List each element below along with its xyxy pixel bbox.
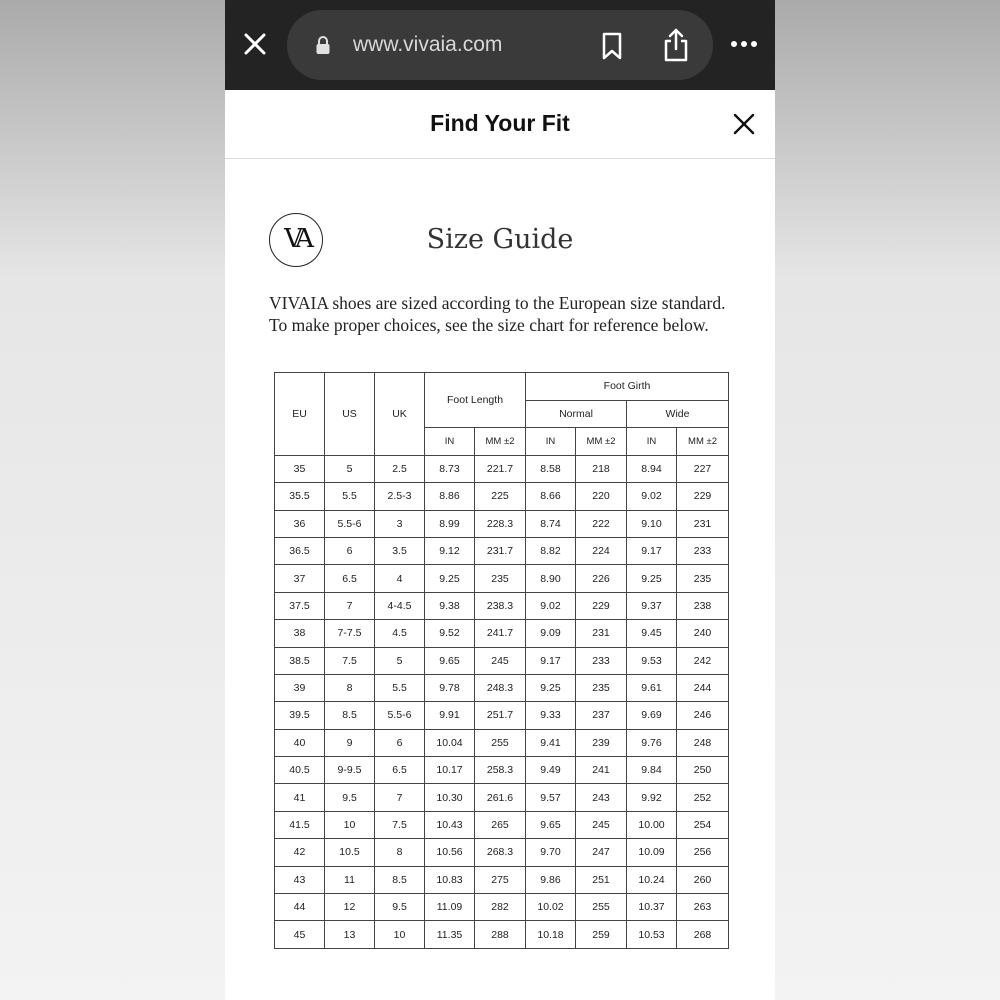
header-mm: MM ±2: [475, 428, 526, 456]
uk-size-cell: 7.5: [375, 811, 425, 838]
uk-size-cell: 6: [375, 729, 425, 756]
table-row: [275, 811, 729, 838]
foot-length-in-cell: 9.78: [425, 674, 475, 701]
wide-girth-mm-cell: 238: [677, 592, 729, 619]
header-in: IN: [627, 428, 677, 456]
wide-girth-mm-cell: 254: [677, 811, 729, 838]
eu-size-cell: 40.5: [275, 757, 325, 784]
table-row: [275, 510, 729, 537]
normal-girth-in-cell: 10.18: [526, 921, 576, 948]
phone-screen: [225, 0, 775, 1000]
wide-girth-in-cell: 9.76: [627, 729, 677, 756]
foot-length-mm-cell: 225: [475, 483, 526, 510]
wide-girth-in-cell: 9.17: [627, 537, 677, 564]
uk-size-cell: 7: [375, 784, 425, 811]
wide-girth-mm-cell: 260: [677, 866, 729, 893]
normal-girth-mm-cell: 247: [576, 839, 627, 866]
wide-girth-in-cell: 10.53: [627, 921, 677, 948]
foot-length-mm-cell: 258.3: [475, 757, 526, 784]
wide-girth-mm-cell: 244: [677, 674, 729, 701]
foot-length-mm-cell: 238.3: [475, 592, 526, 619]
table-row: [275, 784, 729, 811]
table-row: [275, 592, 729, 619]
foot-length-in-cell: 10.43: [425, 811, 475, 838]
wide-girth-in-cell: 9.37: [627, 592, 677, 619]
eu-size-cell: 35: [275, 455, 325, 482]
foot-length-mm-cell: 228.3: [475, 510, 526, 537]
wide-girth-mm-cell: 233: [677, 537, 729, 564]
header-foot-girth: Foot Girth: [526, 373, 729, 401]
uk-size-cell: 2.5-3: [375, 483, 425, 510]
header-in: IN: [425, 428, 475, 456]
foot-length-mm-cell: 245: [475, 647, 526, 674]
table-row: [275, 757, 729, 784]
wide-girth-in-cell: 9.02: [627, 483, 677, 510]
normal-girth-in-cell: 10.02: [526, 894, 576, 921]
eu-size-cell: 39: [275, 674, 325, 701]
foot-length-in-cell: 8.73: [425, 455, 475, 482]
uk-size-cell: 5.5: [375, 674, 425, 701]
foot-length-in-cell: 11.35: [425, 921, 475, 948]
close-icon[interactable]: [733, 113, 755, 135]
normal-girth-in-cell: 9.57: [526, 784, 576, 811]
size-chart-body: [275, 455, 729, 948]
wide-girth-mm-cell: 227: [677, 455, 729, 482]
foot-length-in-cell: 8.99: [425, 510, 475, 537]
wide-girth-mm-cell: 268: [677, 921, 729, 948]
eu-size-cell: 41.5: [275, 811, 325, 838]
foot-length-in-cell: 9.38: [425, 592, 475, 619]
wide-girth-mm-cell: 231: [677, 510, 729, 537]
foot-length-in-cell: 11.09: [425, 894, 475, 921]
eu-size-cell: 38: [275, 620, 325, 647]
uk-size-cell: 8.5: [375, 866, 425, 893]
table-row: [275, 565, 729, 592]
us-size-cell: 9.5: [325, 784, 375, 811]
foot-length-in-cell: 10.83: [425, 866, 475, 893]
foot-length-in-cell: 9.52: [425, 620, 475, 647]
eu-size-cell: 40: [275, 729, 325, 756]
browser-toolbar: [225, 0, 775, 90]
wide-girth-in-cell: 10.00: [627, 811, 677, 838]
header-in: IN: [526, 428, 576, 456]
foot-length-in-cell: 10.04: [425, 729, 475, 756]
intro-line: To make proper choices, see the size chart for reference below.: [269, 315, 709, 335]
us-size-cell: 13: [325, 921, 375, 948]
foot-length-mm-cell: 275: [475, 866, 526, 893]
foot-length-mm-cell: 221.7: [475, 455, 526, 482]
header-us: US: [325, 373, 375, 456]
eu-size-cell: 45: [275, 921, 325, 948]
normal-girth-in-cell: 9.25: [526, 674, 576, 701]
table-row: [275, 702, 729, 729]
normal-girth-mm-cell: 233: [576, 647, 627, 674]
intro-line: VIVAIA shoes are sized according to the European size standard.: [269, 293, 726, 313]
eu-size-cell: 36.5: [275, 537, 325, 564]
table-row: [275, 455, 729, 482]
normal-girth-mm-cell: 241: [576, 757, 627, 784]
eu-size-cell: 37.5: [275, 592, 325, 619]
wide-girth-mm-cell: 242: [677, 647, 729, 674]
header-foot-length: Foot Length: [425, 373, 526, 428]
us-size-cell: 8.5: [325, 702, 375, 729]
normal-girth-in-cell: 9.86: [526, 866, 576, 893]
us-size-cell: 7: [325, 592, 375, 619]
size-guide-title: Size Guide: [426, 224, 574, 255]
brand-logo: VA: [269, 213, 323, 267]
eu-size-cell: 39.5: [275, 702, 325, 729]
uk-size-cell: 10: [375, 921, 425, 948]
foot-length-mm-cell: 265: [475, 811, 526, 838]
wide-girth-mm-cell: 263: [677, 894, 729, 921]
normal-girth-in-cell: 9.70: [526, 839, 576, 866]
normal-girth-in-cell: 8.58: [526, 455, 576, 482]
us-size-cell: 10: [325, 811, 375, 838]
foot-length-mm-cell: 282: [475, 894, 526, 921]
us-size-cell: 7-7.5: [325, 620, 375, 647]
us-size-cell: 11: [325, 866, 375, 893]
eu-size-cell: 44: [275, 894, 325, 921]
foot-length-mm-cell: 255: [475, 729, 526, 756]
uk-size-cell: 4: [375, 565, 425, 592]
foot-length-mm-cell: 231.7: [475, 537, 526, 564]
foot-length-in-cell: 10.56: [425, 839, 475, 866]
normal-girth-mm-cell: 231: [576, 620, 627, 647]
normal-girth-in-cell: 9.65: [526, 811, 576, 838]
header-normal: Normal: [526, 400, 627, 428]
size-chart-table: [274, 372, 729, 949]
table-row: [275, 729, 729, 756]
normal-girth-in-cell: 9.09: [526, 620, 576, 647]
uk-size-cell: 6.5: [375, 757, 425, 784]
close-icon[interactable]: [242, 31, 268, 57]
normal-girth-mm-cell: 245: [576, 811, 627, 838]
wide-girth-in-cell: 9.84: [627, 757, 677, 784]
normal-girth-mm-cell: 237: [576, 702, 627, 729]
uk-size-cell: 2.5: [375, 455, 425, 482]
wide-girth-mm-cell: 252: [677, 784, 729, 811]
modal-header: [225, 90, 775, 159]
normal-girth-mm-cell: 222: [576, 510, 627, 537]
foot-length-mm-cell: 235: [475, 565, 526, 592]
uk-size-cell: 4.5: [375, 620, 425, 647]
foot-length-mm-cell: 248.3: [475, 674, 526, 701]
more-icon[interactable]: [730, 36, 758, 52]
foot-length-in-cell: 10.17: [425, 757, 475, 784]
uk-size-cell: 5.5-6: [375, 702, 425, 729]
size-guide-intro: [269, 292, 749, 336]
us-size-cell: 5: [325, 455, 375, 482]
normal-girth-in-cell: 9.17: [526, 647, 576, 674]
header-uk: UK: [375, 373, 425, 456]
eu-size-cell: 38.5: [275, 647, 325, 674]
eu-size-cell: 37: [275, 565, 325, 592]
eu-size-cell: 36: [275, 510, 325, 537]
foot-length-in-cell: 8.86: [425, 483, 475, 510]
foot-length-in-cell: 9.65: [425, 647, 475, 674]
table-row: [275, 647, 729, 674]
wide-girth-in-cell: 9.10: [627, 510, 677, 537]
wide-girth-in-cell: 9.53: [627, 647, 677, 674]
normal-girth-in-cell: 9.33: [526, 702, 576, 729]
table-row: [275, 483, 729, 510]
us-size-cell: 6: [325, 537, 375, 564]
normal-girth-mm-cell: 224: [576, 537, 627, 564]
uk-size-cell: 4-4.5: [375, 592, 425, 619]
uk-size-cell: 3.5: [375, 537, 425, 564]
wide-girth-in-cell: 9.61: [627, 674, 677, 701]
normal-girth-in-cell: 9.41: [526, 729, 576, 756]
wide-girth-in-cell: 9.25: [627, 565, 677, 592]
wide-girth-mm-cell: 229: [677, 483, 729, 510]
eu-size-cell: 43: [275, 866, 325, 893]
eu-size-cell: 41: [275, 784, 325, 811]
foot-length-in-cell: 9.12: [425, 537, 475, 564]
normal-girth-in-cell: 8.82: [526, 537, 576, 564]
normal-girth-in-cell: 8.66: [526, 483, 576, 510]
normal-girth-mm-cell: 229: [576, 592, 627, 619]
foot-length-mm-cell: 268.3: [475, 839, 526, 866]
modal-title: Find Your Fit: [430, 110, 570, 136]
foot-length-in-cell: 9.25: [425, 565, 475, 592]
lock-icon: [315, 35, 331, 55]
us-size-cell: 12: [325, 894, 375, 921]
us-size-cell: 7.5: [325, 647, 375, 674]
us-size-cell: 9: [325, 729, 375, 756]
foot-length-mm-cell: 288: [475, 921, 526, 948]
normal-girth-mm-cell: 255: [576, 894, 627, 921]
header-mm: MM ±2: [677, 428, 729, 456]
table-row: [275, 866, 729, 893]
foot-length-mm-cell: 241.7: [475, 620, 526, 647]
us-size-cell: 6.5: [325, 565, 375, 592]
normal-girth-mm-cell: 239: [576, 729, 627, 756]
address-bar[interactable]: [287, 10, 713, 80]
table-row: [275, 674, 729, 701]
normal-girth-mm-cell: 218: [576, 455, 627, 482]
wide-girth-mm-cell: 248: [677, 729, 729, 756]
eu-size-cell: 42: [275, 839, 325, 866]
uk-size-cell: 9.5: [375, 894, 425, 921]
wide-girth-mm-cell: 256: [677, 839, 729, 866]
table-row: [275, 620, 729, 647]
table-row: [275, 839, 729, 866]
wide-girth-in-cell: 10.24: [627, 866, 677, 893]
normal-girth-mm-cell: 220: [576, 483, 627, 510]
normal-girth-mm-cell: 259: [576, 921, 627, 948]
table-row: [275, 894, 729, 921]
normal-girth-mm-cell: 243: [576, 784, 627, 811]
header-mm: MM ±2: [576, 428, 627, 456]
wide-girth-in-cell: 8.94: [627, 455, 677, 482]
normal-girth-mm-cell: 251: [576, 866, 627, 893]
normal-girth-mm-cell: 235: [576, 674, 627, 701]
normal-girth-in-cell: 9.02: [526, 592, 576, 619]
foot-length-in-cell: 10.30: [425, 784, 475, 811]
header-eu: EU: [275, 373, 325, 456]
wide-girth-in-cell: 10.37: [627, 894, 677, 921]
eu-size-cell: 35.5: [275, 483, 325, 510]
uk-size-cell: 8: [375, 839, 425, 866]
normal-girth-in-cell: 8.90: [526, 565, 576, 592]
wide-girth-in-cell: 10.09: [627, 839, 677, 866]
table-row: [275, 921, 729, 948]
foot-length-in-cell: 9.91: [425, 702, 475, 729]
wide-girth-in-cell: 9.45: [627, 620, 677, 647]
wide-girth-mm-cell: 250: [677, 757, 729, 784]
us-size-cell: 5.5: [325, 483, 375, 510]
us-size-cell: 8: [325, 674, 375, 701]
foot-length-mm-cell: 261.6: [475, 784, 526, 811]
bookmark-icon[interactable]: [600, 31, 624, 61]
header-wide: Wide: [627, 400, 729, 428]
uk-size-cell: 5: [375, 647, 425, 674]
wide-girth-mm-cell: 235: [677, 565, 729, 592]
share-icon[interactable]: [661, 27, 691, 63]
wide-girth-in-cell: 9.69: [627, 702, 677, 729]
table-row: [275, 537, 729, 564]
normal-girth-in-cell: 8.74: [526, 510, 576, 537]
us-size-cell: 9-9.5: [325, 757, 375, 784]
normal-girth-in-cell: 9.49: [526, 757, 576, 784]
wide-girth-mm-cell: 240: [677, 620, 729, 647]
wide-girth-in-cell: 9.92: [627, 784, 677, 811]
us-size-cell: 10.5: [325, 839, 375, 866]
uk-size-cell: 3: [375, 510, 425, 537]
us-size-cell: 5.5-6: [325, 510, 375, 537]
foot-length-mm-cell: 251.7: [475, 702, 526, 729]
url-text: www.vivaia.com: [353, 33, 503, 56]
wide-girth-mm-cell: 246: [677, 702, 729, 729]
normal-girth-mm-cell: 226: [576, 565, 627, 592]
